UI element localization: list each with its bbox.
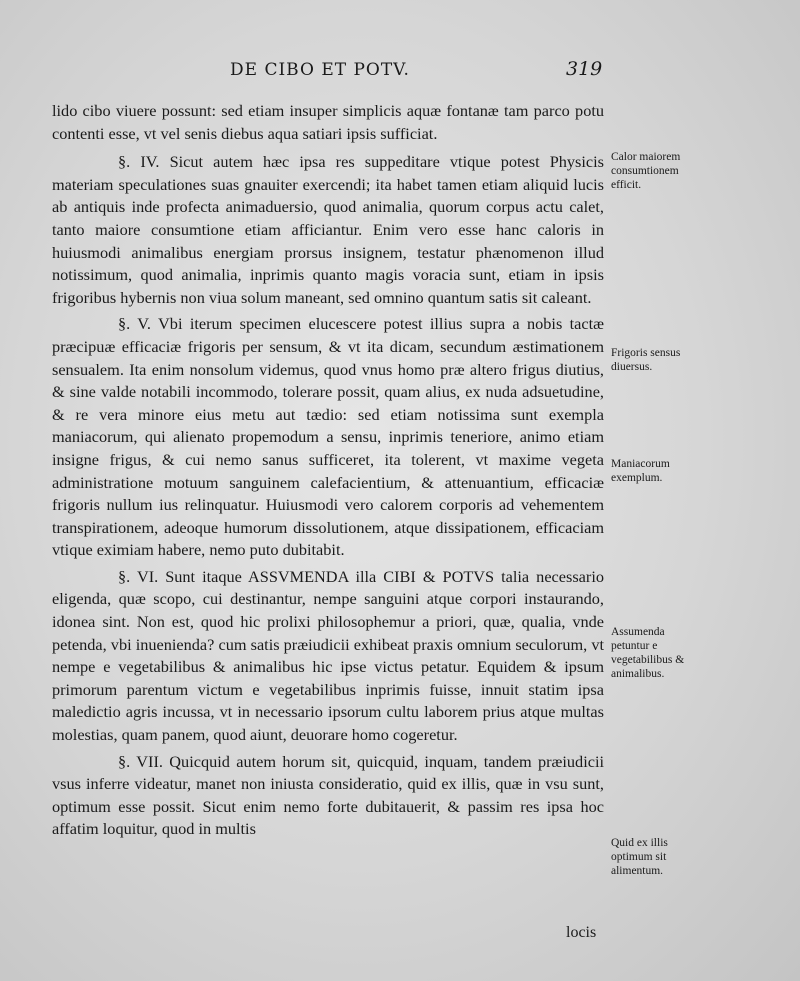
paragraph-section-5: §. V. Vbi iterum specimen elucescere potest illius supra a nobis tactæ præcipuæ efficaciæ frigoris per sensum, & vt ita dicam, secundum æstimationem sensualem. Ita enim nonsolum videmus, quod vnus homo præ altero frigus diutius, & sine valde notabili incommodo, tolerare possit, quam alius, ex nuda adsuetudine, & re vera minore eius metu aut tædio: sed etiam notissima sunt exempla maniacorum, qui alienato propemodum a sensu, inprimis teneriore, animo etiam insigne frigus, & cui nemo sanus sufficeret, ita tolerent, vt maxime vegeta administratione motuum sanguinem calefacientium, & attenuantium, efficaciæ frigoris nullum ius relinquatur. Huiusmodi vero calorem corporis ad vehementem transpirationem, adeoque humorum dissolutionem, atque dissipationem, efficaciam vtique eximiam habere, nemo puto dubitabit. [52,314,604,560]
page-number: 319 [566,58,603,80]
marginal-note-frigoris: Frigoris sensus diuersus. [611,347,681,373]
paragraph-section-4: §. IV. Sicut autem hæc ipsa res suppeditare vtique potest Physicis materiam speculationes suas gnauiter exercendi; ita habet tamen etiam aliquid lucis ab antiquis inde profecta animaduersio, quod animalia, quorum corpus actu calet, tanto maiore consumtione etiam afficiantur. Enim vero esse hanc caloris in huiusmodi animalibus energiam prorsus insignem, testatur phænomenon illud notissimum, quod animalia, inprimis quanto magis voracia sunt, etiam in ipsis frigoribus hybernis non viua solum maneant, sed omnino quantum satis sit caleant. [52,152,604,307]
paragraph-section-7: §. VII. Quicquid autem horum sit, quicquid, inquam, tandem præiudicii vsus inferre videatur, manet non iniusta consideratio, quid ex illis, quæ in vsu sunt, optimum esse possit. Sicut enim nemo forte dubitauerit, & passim res ipsa hoc affatim loquitur, quod in multis [52,751,604,839]
marginal-note-optimum: Quid ex illis optimum sit alimentum. [611,837,668,877]
main-text [52,100,604,841]
marginal-note-calor: Calor maiorem consumtionem efficit. [611,151,681,191]
catchword: locis [566,924,597,941]
marginal-note-assumenda: Assumenda petuntur e vegetabilibus & animalibus. [611,626,685,680]
paragraph-section-6: §. VI. Sunt itaque ASSVMENDA illa CIBI & POTVS talia necessario eligenda, quæ scopo, cui destinantur, nempe sanguini atque corpori instaurando, idonea sint. Non est, quod hic prolixi philosophemur a priori, quæ, qualia, vnde petenda, vbi inuenienda? cum satis præiudicii exhibeat praxis omnium seculorum, vt nempe e vegetabilibus & animalibus hic ipse victus petatur. Equidem & ipsum primorum parentum victum e vegetabilibus inprimis fuisse, innuit statim ipsa maledictio agris incussa, vt in necessario ipsorum cultu laborem prius atque multas molestias, quam panem, quod aiunt, deuorare homo cogeretur. [52,566,604,745]
marginal-note-maniacorum: Maniacorum exemplum. [611,458,670,484]
paragraph-continuation: lido cibo viuere possunt: sed etiam insuper simplicis aquæ fontanæ tam parco potu contenti esse, vt vel senis diebus aqua satiari ipsis sufficiat. [52,101,604,143]
running-header: DE CIBO ET POTV. [230,60,410,80]
